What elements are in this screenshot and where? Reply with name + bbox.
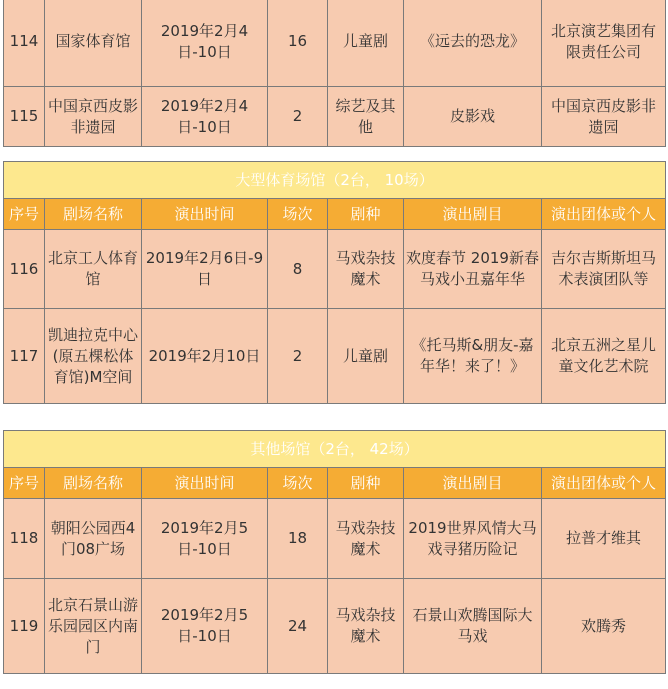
cell-no: 114 (4, 0, 45, 87)
header-date: 演出时间 (142, 199, 268, 230)
cell-no: 118 (4, 499, 45, 579)
cell-title: 《远去的恐龙》 (404, 0, 542, 87)
venue-table-top (3, 0, 665, 147)
performance-table (3, 430, 666, 674)
table-row (4, 309, 666, 404)
cell-venue: 北京石景山游乐园园区内南门 (45, 579, 142, 674)
cell-shows: 18 (268, 499, 328, 579)
table-row (4, 87, 666, 147)
cell-no: 119 (4, 579, 45, 674)
cell-venue: 凯迪拉克中心(原五棵松体育馆)M空间 (45, 309, 142, 404)
cell-no: 116 (4, 230, 45, 309)
table-row (4, 499, 666, 579)
cell-date: 2019年2月10日 (142, 309, 268, 404)
cell-date: 2019年2月6日-9日 (142, 230, 268, 309)
cell-shows: 8 (268, 230, 328, 309)
cell-genre: 综艺及其他 (328, 87, 404, 147)
cell-troupe: 欢腾秀 (542, 579, 666, 674)
section-title-row (4, 162, 666, 199)
table-row (4, 230, 666, 309)
venue-table-other (3, 430, 665, 674)
cell-shows: 16 (268, 0, 328, 87)
header-shows: 场次 (268, 199, 328, 230)
venue-table-stadium (3, 161, 665, 404)
cell-genre: 儿童剧 (328, 0, 404, 87)
table-row (4, 0, 666, 87)
performance-table (3, 0, 666, 147)
cell-troupe: 吉尔吉斯斯坦马术表演团队等 (542, 230, 666, 309)
header-row (4, 468, 666, 499)
header-venue: 剧场名称 (45, 199, 142, 230)
cell-date: 2019年2月4日-10日 (142, 0, 268, 87)
cell-genre: 马戏杂技魔术 (328, 230, 404, 309)
section-title: 其他场馆（2台， 42场） (4, 431, 666, 468)
cell-troupe: 北京演艺集团有限责任公司 (542, 0, 666, 87)
cell-date: 2019年2月5日-10日 (142, 499, 268, 579)
cell-title: 石景山欢腾国际大马戏 (404, 579, 542, 674)
header-title: 演出剧目 (404, 199, 542, 230)
cell-troupe: 中国京西皮影非遗园 (542, 87, 666, 147)
header-venue: 剧场名称 (45, 468, 142, 499)
cell-venue: 朝阳公园西4门08广场 (45, 499, 142, 579)
header-genre: 剧种 (328, 199, 404, 230)
cell-shows: 2 (268, 87, 328, 147)
cell-title: 2019世界风情大马戏寻猪历险记 (404, 499, 542, 579)
cell-genre: 马戏杂技魔术 (328, 579, 404, 674)
cell-venue: 国家体育馆 (45, 0, 142, 87)
cell-date: 2019年2月5日-10日 (142, 579, 268, 674)
header-no: 序号 (4, 199, 45, 230)
header-troupe: 演出团体或个人 (542, 468, 666, 499)
cell-venue: 中国京西皮影非遗园 (45, 87, 142, 147)
cell-shows: 24 (268, 579, 328, 674)
cell-title: 皮影戏 (404, 87, 542, 147)
cell-troupe: 北京五洲之星儿童文化艺术院 (542, 309, 666, 404)
cell-shows: 2 (268, 309, 328, 404)
header-title: 演出剧目 (404, 468, 542, 499)
header-shows: 场次 (268, 468, 328, 499)
cell-date: 2019年2月4日-10日 (142, 87, 268, 147)
cell-no: 117 (4, 309, 45, 404)
cell-no: 115 (4, 87, 45, 147)
section-title: 大型体育场馆（2台， 10场） (4, 162, 666, 199)
header-row (4, 199, 666, 230)
section-title-row (4, 431, 666, 468)
cell-genre: 儿童剧 (328, 309, 404, 404)
cell-venue: 北京工人体育馆 (45, 230, 142, 309)
cell-title: 《托马斯&朋友-嘉年华！来了！》 (404, 309, 542, 404)
table-row (4, 579, 666, 674)
header-date: 演出时间 (142, 468, 268, 499)
header-troupe: 演出团体或个人 (542, 199, 666, 230)
header-genre: 剧种 (328, 468, 404, 499)
header-no: 序号 (4, 468, 45, 499)
cell-genre: 马戏杂技魔术 (328, 499, 404, 579)
cell-troupe: 拉普才维其 (542, 499, 666, 579)
performance-table (3, 161, 666, 404)
cell-title: 欢度春节 2019新春马戏小丑嘉年华 (404, 230, 542, 309)
